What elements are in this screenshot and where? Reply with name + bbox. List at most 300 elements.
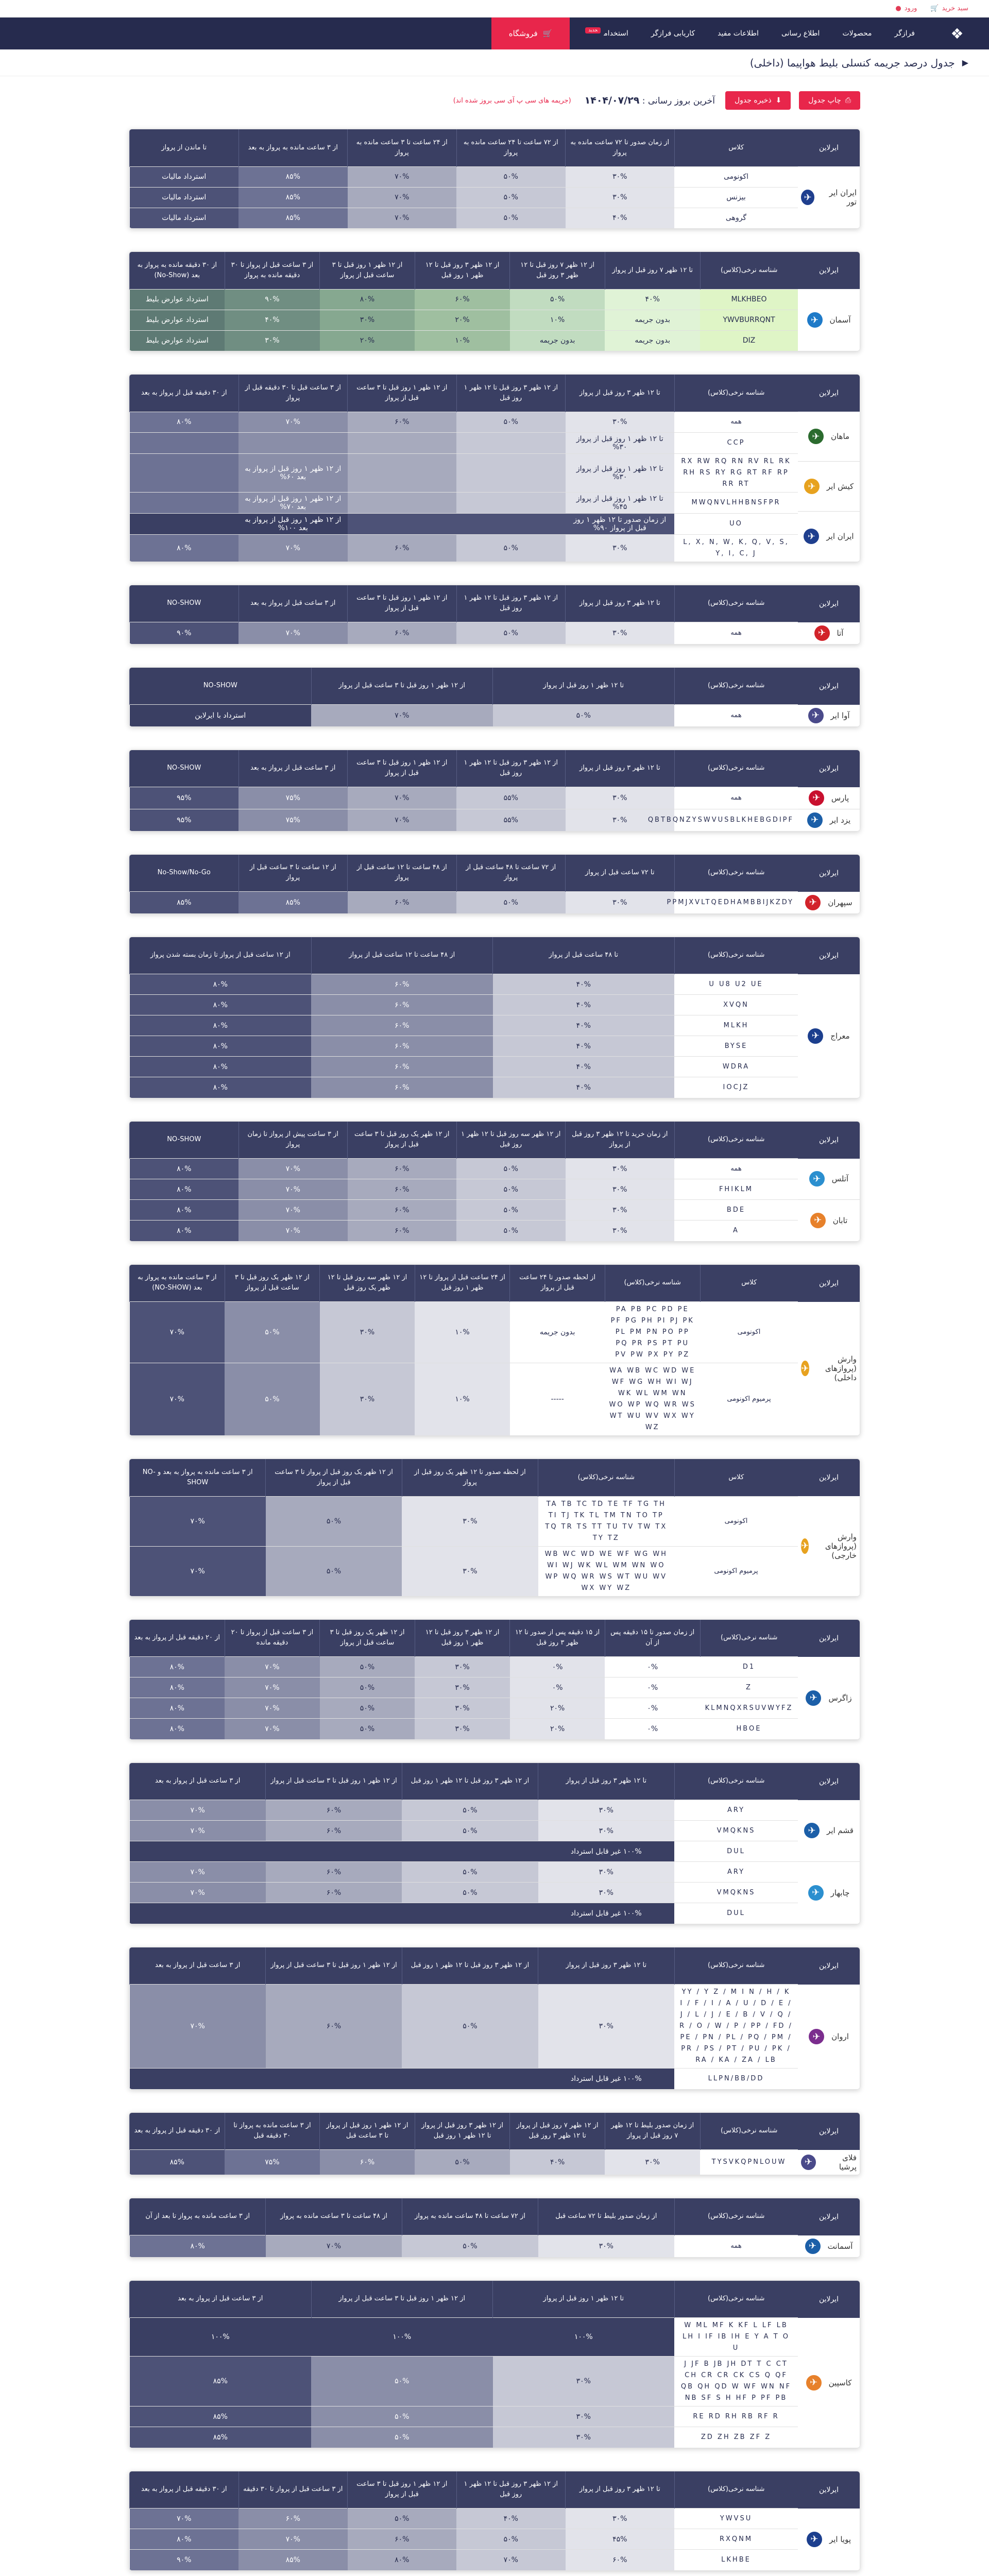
column-header: شناسه نرخی(کلاس) bbox=[538, 1459, 674, 1496]
penalty-table bbox=[129, 750, 798, 831]
airline-cell bbox=[798, 1800, 860, 1862]
penalty-cell: ۵۰% bbox=[311, 2357, 493, 2406]
penalty-cell: ۱۰۰% غیر قابل استرداد bbox=[538, 2069, 674, 2089]
penalty-table bbox=[129, 937, 798, 1098]
airline-table-block bbox=[129, 937, 860, 1098]
penalty-cell: ۵۰% bbox=[456, 892, 566, 913]
penalty-cell: ۸۰% bbox=[130, 1179, 239, 1200]
penalty-cell: ۰% bbox=[510, 1677, 605, 1698]
penalty-cell: ۵۵% bbox=[456, 809, 566, 831]
column-header: از لحظه صدور تا ۱۲ ظهر یک روز قبل از پرواز bbox=[402, 1459, 538, 1496]
penalty-cell: ۳۰% bbox=[538, 1985, 674, 2069]
column-header: شناسه نرخی(کلاس) bbox=[674, 2198, 798, 2235]
class-code-cell: KLMNQXRSUVWYFZ bbox=[700, 1698, 798, 1719]
column-header: از ۳ ساعت قبل از پرواز به بعد bbox=[130, 1947, 266, 1985]
class-code-cell: TYSVKQPNLOUW bbox=[700, 2150, 798, 2175]
nav-item-products[interactable]: محصولات bbox=[842, 29, 872, 38]
arvan-icon: ✈ bbox=[809, 2029, 824, 2044]
nav-item-farazgar[interactable]: فرازگر bbox=[894, 29, 915, 38]
table-row bbox=[130, 1800, 798, 1821]
class-code-cell: DUL bbox=[674, 1841, 798, 1862]
penalty-cell: ۳۰% bbox=[566, 1179, 675, 1200]
column-header: تا ۷۲ ساعت قبل از پرواز bbox=[566, 855, 675, 892]
penalty-cell: ۸۰% bbox=[130, 534, 239, 562]
cart-label: سبد خرید bbox=[942, 5, 968, 12]
airline-header: ایرلاین bbox=[798, 375, 860, 412]
column-header: از ۳۰ دقیقه قبل از پرواز به بعد bbox=[130, 375, 239, 412]
table-row bbox=[130, 492, 798, 513]
table-row bbox=[130, 187, 798, 208]
class-code-cell: RXQNM bbox=[674, 2529, 798, 2550]
penalty-cell: ۷۵% bbox=[238, 809, 348, 831]
penalty-cell: ۸۵% bbox=[130, 2357, 312, 2406]
airline-cell bbox=[798, 892, 860, 913]
penalty-cell bbox=[348, 432, 457, 453]
column-header: از ۳ ساعت مانده به پرواز به بعد bbox=[238, 129, 348, 166]
airline-name: ایران ایر تور bbox=[829, 188, 857, 207]
airline-column bbox=[798, 2281, 860, 2448]
airline-list bbox=[798, 1657, 860, 1739]
penalty-cell: ۴۰% bbox=[456, 2509, 566, 2529]
nav-item-jobs[interactable]: کاریابی فرازگر bbox=[651, 29, 695, 38]
penalty-cell: ۶۰% bbox=[348, 2529, 457, 2550]
airline-list bbox=[798, 705, 860, 726]
airline-column bbox=[798, 375, 860, 562]
table-row bbox=[130, 1698, 798, 1719]
save-button[interactable] bbox=[725, 91, 791, 110]
table-row bbox=[130, 289, 798, 310]
penalty-cell: ۱۰۰% غیر قابل استرداد bbox=[538, 1903, 674, 1924]
column-header: شناسه نرخی(کلاس) bbox=[674, 1763, 798, 1800]
penalty-cell: ۷۰% bbox=[238, 412, 348, 432]
class-code-cell: D1 bbox=[700, 1657, 798, 1677]
shop-label: فروشگاه bbox=[508, 29, 538, 38]
class-code-cell: PPMJXVLTQEDHAMBBIJKZDY bbox=[674, 892, 798, 913]
table-header-row bbox=[130, 129, 798, 166]
penalty-cell: ۷۰% bbox=[238, 622, 348, 644]
airline-table-block bbox=[129, 251, 860, 351]
column-header: از ۷۲ ساعت تا ۲۴ ساعت مانده به پرواز bbox=[456, 129, 566, 166]
airline-table-block bbox=[129, 1762, 860, 1924]
airline-name: یزد ایر bbox=[829, 815, 851, 825]
penalty-cell: ۴۰% bbox=[605, 289, 700, 310]
table-header-row bbox=[130, 750, 798, 787]
penalty-cell: ۸۰% bbox=[130, 412, 239, 432]
penalty-table bbox=[129, 252, 798, 351]
penalty-cell: ۷۰% bbox=[225, 1698, 320, 1719]
column-header: از ۳ ساعت قبل از پرواز به بعد bbox=[238, 750, 348, 787]
nav-item-news[interactable]: اطلاع رسانی bbox=[781, 29, 820, 38]
table-header-row bbox=[130, 2113, 798, 2150]
column-header: از ۴۸ ساعت تا ۱۲ ساعت قبل از پرواز bbox=[311, 937, 493, 974]
column-header: NO-SHOW bbox=[130, 585, 239, 622]
column-header: از ۱۵ دقیقه پس از صدور تا ۱۲ ظهر ۳ روز قبل bbox=[510, 1620, 605, 1657]
table-row bbox=[130, 330, 798, 351]
penalty-cell: ۷۰% bbox=[130, 1302, 225, 1363]
penalty-cell: ۸۰% bbox=[130, 1719, 225, 1739]
airline-name: سپهران bbox=[828, 897, 852, 907]
airline-list bbox=[798, 2509, 860, 2570]
class-code-cell: پرمیوم اکونومی bbox=[674, 1546, 798, 1596]
penalty-cell: ۵۰% bbox=[456, 187, 566, 208]
penalty-cell bbox=[456, 513, 566, 534]
penalty-cell: ۴۵% bbox=[566, 2529, 675, 2550]
penalty-cell: بدون جریمه bbox=[605, 310, 700, 330]
penalty-cell: ۶۰% bbox=[566, 2550, 675, 2570]
table-row bbox=[130, 2150, 798, 2175]
shop-cart-icon: 🛒 bbox=[542, 29, 553, 38]
penalty-cell bbox=[266, 2069, 402, 2089]
column-header: از ۱۲ ظهر ۱ روز قبل تا ۳ ساعت قبل از پرواز bbox=[348, 2471, 457, 2509]
penalty-cell: ۳۰% bbox=[566, 412, 675, 432]
table-header-row bbox=[130, 2471, 798, 2509]
penalty-cell: ۹۰% bbox=[225, 289, 320, 310]
penalty-cell: ۳۰% bbox=[566, 1159, 675, 1179]
penalty-cell bbox=[130, 453, 239, 492]
penalty-cell: ۸۰% bbox=[130, 2529, 239, 2550]
column-header: از ۱۲ ظهر ۳ روز قبل تا ۱۲ ظهر ۱ روز قبل bbox=[402, 1763, 538, 1800]
table-row bbox=[130, 2406, 798, 2427]
penalty-cell: ۸۰% bbox=[130, 1159, 239, 1179]
column-header: شناسه نرخی(کلاس) bbox=[674, 375, 798, 412]
login-link[interactable] bbox=[895, 5, 917, 12]
column-header: NO-SHOW bbox=[130, 750, 239, 787]
penalty-cell: ۵۰% bbox=[320, 1719, 415, 1739]
column-header: کلاس bbox=[674, 129, 798, 166]
penalty-cell: ۷۵% bbox=[225, 2150, 320, 2175]
penalty-cell: از ۱۲ ظهر ۱ روز قبل از پرواز به بعد ۷۰% bbox=[238, 492, 348, 513]
penalty-cell: تا ۱۲ ظهر ۱ روز قبل از پرواز ۳۰% bbox=[566, 432, 675, 453]
penalty-cell: WB WC WD WE WF WG WH WI WJ WK WL WM WN WO WP WQ WR WS WT WU WV WX WY WZ bbox=[538, 1546, 674, 1596]
penalty-cell: ۳۰% bbox=[566, 534, 675, 562]
penalty-cell: ۶۰% bbox=[311, 995, 493, 1015]
table-row bbox=[130, 1657, 798, 1677]
column-header: کلاس bbox=[674, 1459, 798, 1496]
penalty-cell: ۶۰% bbox=[311, 1036, 493, 1057]
class-code-cell: UO bbox=[674, 513, 798, 534]
nav-item-hiring[interactable] bbox=[585, 29, 628, 38]
column-header: تا ماندن از پرواز bbox=[130, 129, 239, 166]
airline-name: چابهار bbox=[830, 1888, 850, 1897]
penalty-cell: ۵۰% bbox=[348, 2509, 457, 2529]
airline-list bbox=[798, 1302, 860, 1436]
penalty-cell: ۷۰% bbox=[130, 1496, 266, 1546]
airline-list bbox=[798, 2150, 860, 2175]
penalty-cell: ۵۰% bbox=[456, 1200, 566, 1221]
penalty-cell: ۶۰% bbox=[348, 1179, 457, 1200]
penalty-cell bbox=[130, 492, 239, 513]
penalty-table bbox=[129, 1947, 798, 2089]
penalty-cell: ۸۰% bbox=[320, 289, 415, 310]
penalty-cell: ۳۰% bbox=[320, 310, 415, 330]
bird-icon: ✈ bbox=[801, 190, 814, 205]
airline-list bbox=[798, 166, 860, 228]
penalty-cell: ۱۰۰% bbox=[130, 2318, 312, 2357]
penalty-cell: ۶۰% bbox=[348, 1200, 457, 1221]
class-code-cell: VMQKNS bbox=[674, 1821, 798, 1841]
penalty-cell: ۵۰% bbox=[456, 534, 566, 562]
table-row bbox=[130, 2357, 798, 2406]
column-header: NO-SHOW bbox=[130, 1122, 239, 1159]
column-header: از ۱۲ ظهر ۳ روز قبل تا ۱۲ ظهر ۱ روز قبل bbox=[456, 750, 566, 787]
class-code-cell: همه bbox=[674, 622, 798, 644]
chabahar-icon: ✈ bbox=[808, 1885, 824, 1901]
airline-name: آتا bbox=[837, 628, 844, 638]
penalty-cell: ۳۰% bbox=[538, 1883, 674, 1903]
penalty-cell: ۵۰% bbox=[311, 2427, 493, 2448]
column-header: شناسه نرخی(کلاس) bbox=[674, 1947, 798, 1985]
penalty-cell: ۱۰۰% غیر قابل استرداد bbox=[538, 1841, 674, 1862]
airline-cell bbox=[798, 1496, 860, 1596]
penalty-cell: ۵۰% bbox=[456, 622, 566, 644]
main-navbar bbox=[0, 18, 989, 49]
airline-header: ایرلاین bbox=[798, 129, 860, 166]
penalty-cell: ۶۰% bbox=[238, 2509, 348, 2529]
airline-header: ایرلاین bbox=[798, 252, 860, 289]
column-header: از ۱۲ ظهر ۱ روز قبل تا ۳ ساعت قبل از پرواز bbox=[266, 1763, 402, 1800]
column-header: از ۳۰ دقیقه قبل از پرواز به بعد bbox=[130, 2471, 239, 2509]
column-header: تا ۴۸ ساعت قبل از پرواز bbox=[493, 937, 675, 974]
top-utility-bar bbox=[0, 0, 989, 18]
penalty-cell bbox=[348, 453, 457, 492]
column-header: از ۱۲ ظهر ۱ روز قبل تا ۳ ساعت قبل از پرواز bbox=[348, 375, 457, 412]
penalty-cell: استرداد عوارض بلیط bbox=[130, 310, 225, 330]
penalty-cell: ۵۰% bbox=[311, 2406, 493, 2427]
column-header: از ۴۸ ساعت تا ۱۲ ساعت قبل از پرواز bbox=[348, 855, 457, 892]
airline-cell bbox=[798, 511, 860, 561]
zagros-icon: ✈ bbox=[806, 1690, 821, 1706]
airline-name: آوا ایر bbox=[830, 710, 850, 720]
airline-cell bbox=[798, 2318, 860, 2448]
column-header: از ۷۲ ساعت تا ۴۸ ساعت قبل از پرواز bbox=[456, 855, 566, 892]
penalty-cell: ۶۰% bbox=[348, 534, 457, 562]
qeshm-icon: ✈ bbox=[804, 1823, 820, 1838]
penalty-cell: ۷۰% bbox=[238, 1159, 348, 1179]
table-row bbox=[130, 1903, 798, 1924]
column-header: کلاس bbox=[700, 1265, 798, 1302]
column-header: از ۳ ساعت قبل از پرواز به بعد bbox=[130, 1763, 266, 1800]
penalty-cell: ۷۰% bbox=[130, 1821, 266, 1841]
airline-header: ایرلاین bbox=[798, 585, 860, 622]
page-title-bar bbox=[0, 49, 989, 76]
penalty-cell bbox=[238, 432, 348, 453]
penalty-table bbox=[129, 855, 798, 913]
nav-item-useful-info[interactable]: اطلاعات مفید bbox=[718, 29, 759, 38]
airline-table-block bbox=[129, 2198, 860, 2258]
airline-name: ماهان bbox=[830, 432, 850, 442]
table-row bbox=[130, 1862, 798, 1883]
airline-column bbox=[798, 750, 860, 831]
penalty-cell: تا ۱۲ ظهر ۱ روز قبل از پرواز ۴۵% bbox=[566, 492, 675, 513]
column-header: از ۴۸ ساعت تا ۳ ساعت مانده به پرواز bbox=[266, 2198, 402, 2235]
table-row bbox=[130, 534, 798, 562]
column-header: از لحظه صدور تا ۲۴ ساعت قبل از پرواز bbox=[510, 1265, 605, 1302]
column-header: شناسه نرخی(کلاس) bbox=[674, 2471, 798, 2509]
update-date: ۱۴۰۴/۰۷/۲۹ bbox=[584, 95, 640, 106]
penalty-cell: ۸۵% bbox=[238, 208, 348, 228]
airline-list bbox=[798, 1159, 860, 1241]
table-row bbox=[130, 310, 798, 330]
penalty-cell: ۳۰% bbox=[538, 2235, 674, 2257]
download-icon: ⬇ bbox=[775, 96, 782, 105]
penalty-cell: ۸۰% bbox=[130, 1657, 225, 1677]
penalty-cell: ۸۵% bbox=[130, 2406, 312, 2427]
nav-menu bbox=[585, 29, 915, 38]
class-code-cell: اکونومی bbox=[674, 166, 798, 187]
column-header: از ۱۲ ظهر ۱ روز قبل تا ۳ ساعت قبل از پرواز bbox=[320, 252, 415, 289]
airline-column bbox=[798, 1620, 860, 1739]
penalty-cell: ۶۰% bbox=[266, 1821, 402, 1841]
class-code-cell: QBTBQNZYSWVUSBLKHEBGDIPF bbox=[674, 809, 798, 831]
penalty-cell: بدون جریمه bbox=[605, 330, 700, 351]
penalty-cell: ۱۰۰% bbox=[493, 2318, 675, 2357]
mahan-icon: ✈ bbox=[808, 429, 824, 444]
airline-column bbox=[798, 585, 860, 644]
airline-table-block bbox=[129, 129, 860, 229]
penalty-cell: ۵۰% bbox=[402, 1985, 538, 2069]
penalty-cell: ۸۰% bbox=[130, 995, 312, 1015]
class-code-cell: BYSE bbox=[674, 1036, 798, 1057]
class-code-cell: MLKH bbox=[674, 1015, 798, 1036]
penalty-cell: ۴۰% bbox=[493, 974, 675, 995]
penalty-cell: ۷۰% bbox=[456, 2550, 566, 2570]
airline-list bbox=[798, 892, 860, 913]
penalty-table bbox=[129, 2281, 798, 2448]
penalty-cell: ۴۰% bbox=[493, 1077, 675, 1098]
column-header: از ۳ ساعت مانده به پرواز تا ۳۰ دقیقه قبل bbox=[225, 2113, 320, 2150]
airline-table-block bbox=[129, 2112, 860, 2175]
penalty-cell: ۱۰% bbox=[415, 1363, 510, 1436]
column-header: از ۳۰ دقیقه قبل از پرواز به بعد bbox=[130, 2113, 225, 2150]
penalty-cell: ۵۰% bbox=[225, 1363, 320, 1436]
penalty-cell: ۶۰% bbox=[348, 1159, 457, 1179]
column-header: از ۱۲ ساعت تا ۳ ساعت قبل از پرواز bbox=[238, 855, 348, 892]
penalty-cell: ۲۰% bbox=[510, 1698, 605, 1719]
penalty-cell: ۰% bbox=[605, 1677, 700, 1698]
penalty-cell: ۸۰% bbox=[130, 1677, 225, 1698]
airline-list bbox=[798, 622, 860, 644]
table-row bbox=[130, 432, 798, 453]
penalty-cell: ۴۰% bbox=[510, 2150, 605, 2175]
column-header: شناسه نرخی(کلاس) bbox=[674, 585, 798, 622]
penalty-cell: ۳۰% bbox=[566, 187, 675, 208]
penalty-cell: ۷۵% bbox=[238, 787, 348, 809]
airline-cell bbox=[798, 2509, 860, 2570]
column-header: از ۱۲ ظهر سه روز قبل تا ۱۲ ظهر یک روز قبل bbox=[320, 1265, 415, 1302]
column-header: شناسه نرخی(کلاس) bbox=[674, 855, 798, 892]
penalty-cell: ۴۰% bbox=[493, 1015, 675, 1036]
penalty-cell: ۷۰% bbox=[348, 166, 457, 187]
iranair-icon: ✈ bbox=[804, 529, 819, 544]
table-header-row bbox=[130, 2198, 798, 2235]
penalty-cell: ۳۰% bbox=[566, 622, 675, 644]
table-row bbox=[130, 2235, 798, 2257]
column-header: تا ۱۲ ظهر ۳ روز قبل از پرواز bbox=[538, 1763, 674, 1800]
penalty-cell: ۸۰% bbox=[130, 2235, 266, 2257]
airline-column bbox=[798, 2198, 860, 2257]
cart-link[interactable] bbox=[930, 5, 968, 12]
column-header: از ۱۲ ظهر ۷ روز قبل تا ۱۲ ظهر ۳ روز قبل bbox=[510, 252, 605, 289]
page-title: جدول درصد جریمه کنسلی بلیط هواپیما (داخلی) bbox=[749, 56, 955, 69]
penalty-cell: ۳۰% bbox=[415, 1677, 510, 1698]
penalty-cell: بدون جریمه bbox=[510, 330, 605, 351]
penalty-cell: ۷۰% bbox=[130, 1862, 266, 1883]
yazd-icon: ✈ bbox=[807, 812, 823, 828]
column-header: از ۱۲ ظهر ۱ روز قبل از پرواز تا ۳ ساعت قبل bbox=[320, 2113, 415, 2150]
airline-cell bbox=[798, 2235, 860, 2257]
column-header: تا ۱۲ ظهر ۳ روز قبل از پرواز bbox=[538, 1947, 674, 1985]
penalty-cell: ۴۰% bbox=[566, 208, 675, 228]
table-row bbox=[130, 1496, 798, 1546]
penalty-cell: ۵۰% bbox=[320, 1657, 415, 1677]
table-row bbox=[130, 2550, 798, 2570]
column-header: از ۲۰ دقیقه قبل از پرواز به بعد bbox=[130, 1620, 225, 1657]
airline-cell bbox=[798, 1861, 860, 1924]
column-header: تا ۱۲ ظهر ۱ روز قبل از پرواز bbox=[493, 668, 675, 705]
shop-button[interactable] bbox=[491, 18, 570, 49]
print-label: چاپ جدول bbox=[808, 96, 841, 105]
ava-icon: ✈ bbox=[808, 708, 824, 723]
new-badge: جدید bbox=[585, 27, 601, 33]
penalty-cell: ۷۰% bbox=[238, 1221, 348, 1241]
column-header: از ۱۲ ظهر ۳ روز قبل تا ۱۲ ظهر ۱ روز قبل bbox=[456, 585, 566, 622]
airline-name: کیش ایر bbox=[826, 482, 854, 492]
airline-header: ایرلاین bbox=[798, 1122, 860, 1159]
table-header-row bbox=[130, 585, 798, 622]
table-header-row bbox=[130, 2281, 798, 2318]
penalty-cell: ۳۰% bbox=[538, 1862, 674, 1883]
logo-icon[interactable]: ❖ bbox=[950, 25, 964, 42]
penalty-cell: ۵۰% bbox=[402, 1821, 538, 1841]
back-arrow-icon[interactable]: ▶ bbox=[962, 58, 968, 67]
penalty-cell: ۶۰% bbox=[311, 1057, 493, 1077]
penalty-cell: ۷۰% bbox=[130, 1546, 266, 1596]
penalty-cell: PA PB PC PD PE PF PG PH PI PJ PK PL PM PN PO PP PQ PR PS PT PU PV PW PX PY PZ bbox=[605, 1302, 700, 1363]
airline-cell bbox=[798, 412, 860, 461]
penalty-cell: استرداد مالیات bbox=[130, 166, 239, 187]
airline-name: آتلس bbox=[831, 1174, 849, 1184]
class-code-cell: LKHBE bbox=[674, 2550, 798, 2570]
penalty-cell: ۳۰% bbox=[320, 1302, 415, 1363]
column-header: از ۱۲ ظهر ۷ روز قبل از پرواز تا ۱۲ ظهر ۳ روز قبل bbox=[510, 2113, 605, 2150]
class-code-cell: W ML MF K KF L LF LB LH I IF IB IH E Y A T O U bbox=[674, 2318, 798, 2357]
column-header: از ۱۲ ظهر ۳ روز قبل تا ۱۲ ظهر ۱ روز قبل bbox=[415, 252, 510, 289]
airline-table-block bbox=[129, 585, 860, 645]
sepehran-icon: ✈ bbox=[805, 895, 821, 910]
penalty-cell: ۷۰% bbox=[311, 705, 493, 726]
table-row bbox=[130, 1057, 798, 1077]
penalty-cell: ۱۰% bbox=[415, 1302, 510, 1363]
penalty-cell: ۶۰% bbox=[266, 1883, 402, 1903]
print-button[interactable] bbox=[799, 91, 860, 110]
penalty-cell: ۳۰% bbox=[566, 892, 675, 913]
column-header: شناسه نرخی(کلاس) bbox=[674, 1122, 798, 1159]
column-header: از ۱۲ ظهر یک روز قبل تا ۳ ساعت قبل از پرواز bbox=[348, 1122, 457, 1159]
airline-list bbox=[798, 2318, 860, 2448]
penalty-cell: ۵۰% bbox=[320, 1677, 415, 1698]
class-code-cell: BDE bbox=[674, 1200, 798, 1221]
penalty-cell: WA WB WC WD WE WF WG WH WI WJ WK WL WM WN WO WP WQ WR WS WT WU WV WX WY WZ bbox=[605, 1363, 700, 1436]
penalty-cell: ۵۰% bbox=[402, 1862, 538, 1883]
penalty-cell: ۶۰% bbox=[266, 1862, 402, 1883]
penalty-cell: TA TB TC TD TE TF TG TH TI TJ TK TL TM TN TO TP TQ TR TS TT TU TV TW TX TY TZ bbox=[538, 1496, 674, 1546]
airline-name: پارس bbox=[831, 793, 849, 803]
penalty-cell: ۷۰% bbox=[130, 1800, 266, 1821]
penalty-cell: ۸۰% bbox=[130, 1698, 225, 1719]
tables-container bbox=[129, 113, 860, 2576]
penalty-cell: ۷۰% bbox=[238, 1179, 348, 1200]
penalty-table bbox=[129, 375, 798, 562]
